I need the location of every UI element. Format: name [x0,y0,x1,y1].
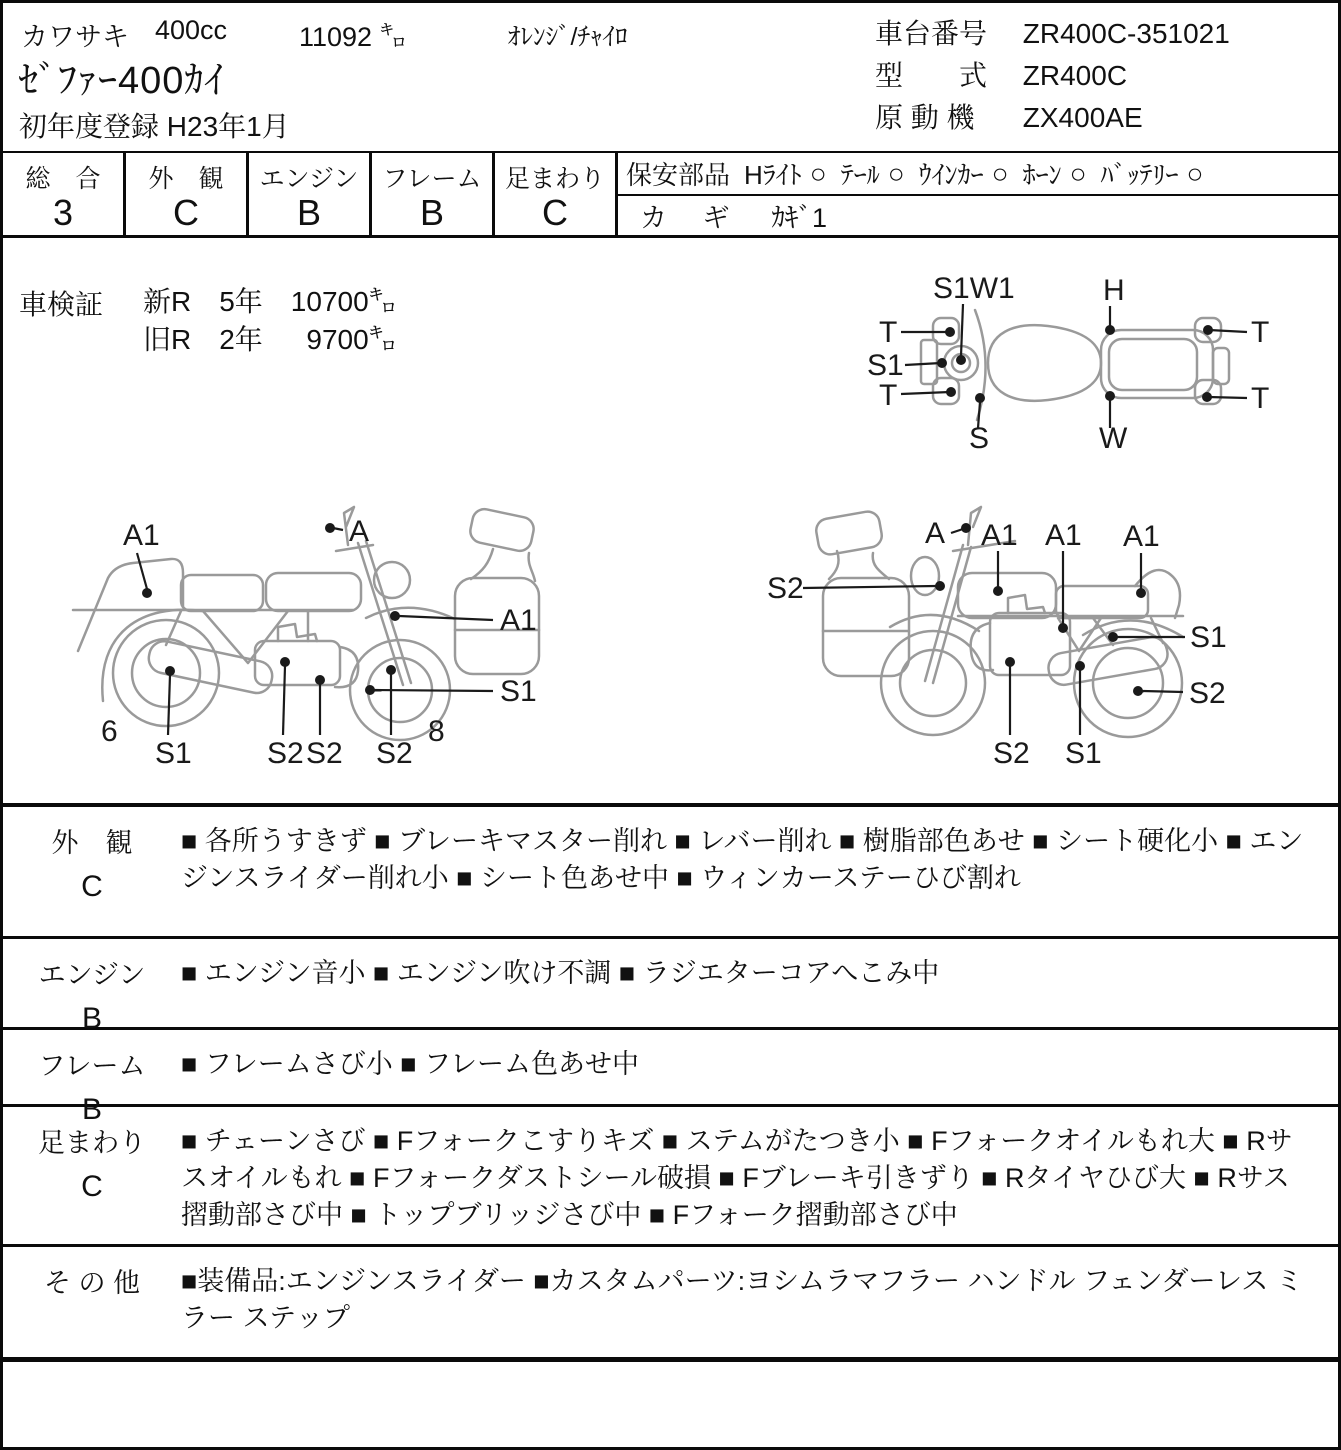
grade-cell-frame [372,153,495,235]
top-view-diagram [863,268,1283,453]
chassis-number-value: ZR400C-351021 [1022,18,1230,49]
tank-shape [988,325,1101,401]
cowl-detail-lines [823,551,909,631]
key-value: ｶｷﾞ1 [771,203,828,233]
label-a1-tank: A1 [981,519,1018,552]
status-circle-icon: ○ [809,157,827,189]
safety-item-name: ﾎｰﾝ [1022,160,1062,190]
section-undercarriage [3,1107,1338,1247]
section-label: 足まわり [38,1128,146,1158]
label-s1-front-wheel: S1 [500,675,537,708]
label-t-front-upper: T [879,316,898,349]
label-a1-tail: A1 [123,519,160,552]
right-side-view-diagram [753,483,1338,793]
label-t-rear-lower: T [1251,382,1270,415]
label-a1-tail: A1 [1123,520,1160,553]
section-head [3,1247,181,1357]
safety-parts-row [618,153,1338,196]
seat-shape [181,575,263,611]
cowl-body-shape [823,578,909,676]
engine-code-row [875,97,1230,139]
vehicle-codes [875,13,1230,139]
grade-cell-total [3,153,126,235]
mileage: 11092 ㌔ [299,22,407,52]
grade-value: 3 [52,192,74,233]
seat-shape [1056,586,1148,618]
tank-shape [266,573,361,611]
carb-shape [1008,595,1045,613]
section-grade: C [81,1170,103,1203]
safety-parts-panel [618,153,1338,235]
safety-item-name: Hﾗｲﾄ [744,160,802,190]
label-s2-engine: S2 [993,737,1030,770]
engine-code-label: 原 動 機 [875,102,975,133]
label-t-front-lower: T [879,379,898,412]
safety-parts-label: 保安部品 [626,160,731,190]
section-engine [3,939,1338,1035]
label-s2-fork: S2 [376,737,413,770]
safety-item-winker [919,155,1009,192]
top-view-annotations [867,272,1269,453]
model-name: ｾﾞﾌｧｰ400ｶｲ [19,60,225,102]
grade-value: B [296,192,321,233]
label-s1-rear: S1 [155,737,192,770]
section-grade: B [81,1002,102,1035]
section-blank [3,1362,1338,1450]
shaken-line-new: 新R 5年 10700㌔ [143,286,397,317]
section-comments: ■ エンジン音小 ■ エンジン吹け不調 ■ ラジエターコアへこみ中 [181,958,940,988]
section-grade: B [81,1093,102,1126]
inspection-sections [3,803,1338,1450]
label-t-rear-upper: T [1251,316,1270,349]
grade-cell-exterior [126,153,249,235]
section-comments: ■装備品:エンジンスライダー ■カスタムパーツ:ヨシムラマフラー ハンドル フェンダーレス ミラー ステップ [181,1266,1303,1333]
label-w-bottom: W [1099,422,1128,453]
tail-cowl-shape [78,559,183,651]
label-depth-front: 8 [428,715,445,748]
label-s1w1: S1W1 [933,272,1015,305]
label-s1-frame: S1 [1190,621,1227,654]
displacement: 400cc [155,15,228,45]
label-h: H [1103,274,1125,307]
label-a-mirror: A [349,515,370,548]
label-a1-side: A1 [1045,519,1082,552]
key-label: カ ギ [640,203,744,233]
tail-shape [1213,348,1229,384]
safety-item-name: ﾃｰﾙ [840,160,880,190]
grade-value: B [419,192,444,233]
shaken-line-old: 旧R 2年 9700㌔ [143,324,397,355]
label-s2-frame: S2 [306,737,343,770]
model-code-value: ZR400C [1022,60,1128,91]
label-s-screen: S [969,422,990,453]
safety-item-name: ｳｲﾝｶｰ [918,160,984,190]
section-comments: ■ フレームさび小 ■ フレーム色あせ中 [181,1049,639,1079]
label-s2-front: S2 [767,572,804,605]
carb-shape [278,624,317,641]
rear-wheel-inner-shape [1093,648,1163,718]
headlight-shape [911,557,939,595]
section-frame [3,1030,1338,1126]
first-registration: 初年度登録 H23年1月 [19,111,290,142]
section-exterior [3,807,1338,939]
safety-item-battery [1101,155,1204,192]
diagram-area [3,238,1338,803]
maker-name: カワサキ [21,22,129,52]
safety-item-headlight [744,155,827,192]
safety-item-horn [1023,155,1087,192]
grade-label: 総 合 [25,165,101,193]
grade-value: C [542,192,568,233]
grade-strip [3,151,1338,238]
status-circle-icon: ○ [887,157,905,189]
label-s1-muffler: S1 [1065,737,1102,770]
seat-inner-shape [1109,339,1197,390]
grade-label: エンジン [259,165,359,193]
key-row [618,196,1338,235]
shaken-label: 車検証 [19,289,104,320]
section-label: そ の 他 [43,1268,140,1298]
section-label: 外 観 [51,828,133,858]
safety-item-tail [841,155,905,192]
top-view-bike-outline [921,310,1229,420]
section-comments: ■ チェーンさび ■ Fフォークこすりキズ ■ ステムがたつき小 ■ Fフォークオイルもれ大 ■ Rサスオイルもれ ■ Fフォークダストシール破損 ■ Fブレーキ引きずり ■ Rタイヤひび大 ■ Rサス摺動部さび中 ■ トップブリッジさび中 ■ Fフォーク摺動部さび中 [181,1126,1293,1230]
label-depth-rear: 6 [101,715,118,748]
model-code-row [875,55,1230,97]
label-s2-engine: S2 [267,737,304,770]
chassis-number-row [875,13,1230,55]
shaken-lines [143,283,397,359]
section-head [3,1030,181,1126]
label-a-mirror: A [925,517,946,550]
right-view-annotations [767,517,1227,770]
chassis-number-label: 車台番号 [875,18,988,49]
section-grade: C [81,870,103,903]
body-color: ｵﾚﾝｼﾞ/ﾁｬｲﾛ [508,23,628,51]
label-a1-fender: A1 [500,604,537,637]
label-s1-front: S1 [867,349,904,382]
grade-value: C [173,192,199,233]
grade-label: 足まわり [504,165,605,193]
status-circle-icon: ○ [1069,157,1087,189]
grade-label: フレーム [382,165,482,193]
section-comments: ■ 各所うすきず ■ ブレーキマスター削れ ■ レバー削れ ■ 樹脂部色あせ ■ シート硬化小 ■ エンジンスライダー削れ小 ■ シート色あせ中 ■ ウィンカーステーひび割れ [181,826,1304,893]
label-s2-rear-wheel: S2 [1189,677,1226,710]
section-other [3,1247,1338,1362]
status-circle-icon: ○ [1186,157,1204,189]
engine-shape [990,613,1070,675]
status-circle-icon: ○ [991,157,1009,189]
section-label: フレーム [38,1051,146,1081]
engine-shape [255,641,340,685]
model-code-label: 型 式 [875,60,988,91]
section-head [3,807,181,936]
section-head [3,1107,181,1244]
grade-cell-undercarriage [495,153,618,235]
grade-cell-engine [249,153,372,235]
muffler-shape [1046,635,1170,687]
cowl-upper-shape [468,507,536,553]
section-label: エンジン [38,960,146,990]
left-side-view-diagram [63,483,623,793]
safety-item-name: ﾊﾞｯﾃﾘｰ [1100,160,1179,190]
grade-label: 外 観 [148,165,224,193]
engine-code-value: ZX400AE [1022,102,1143,133]
front-plate-shape [921,340,937,384]
section-head [3,939,181,1035]
shaken-block [19,283,397,359]
cowl-upper-shape [814,510,883,557]
